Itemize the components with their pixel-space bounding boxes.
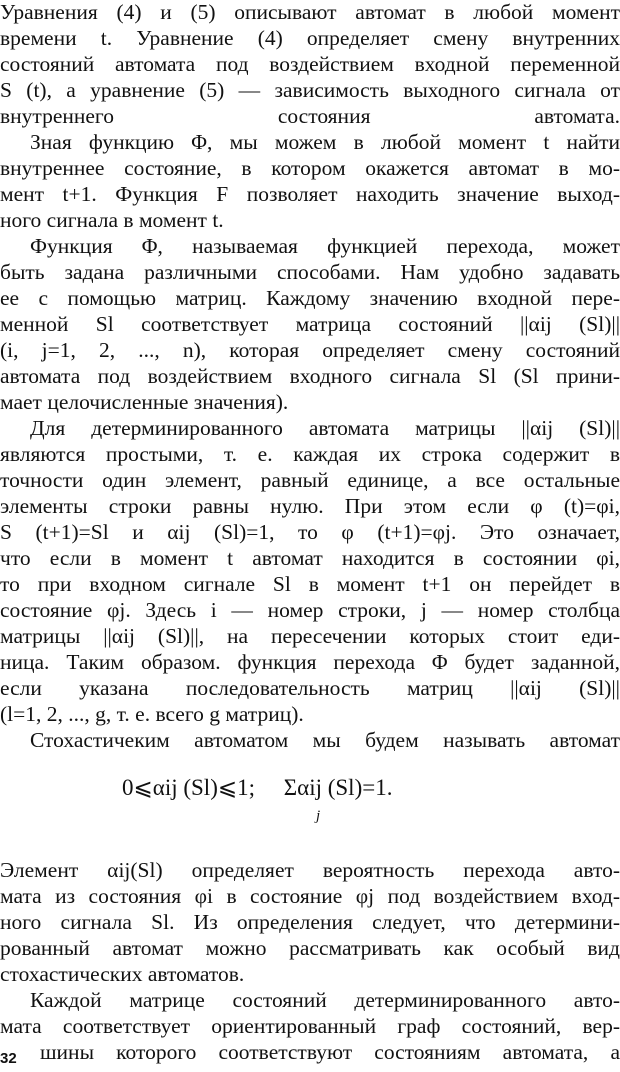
text-line: состояний автомата под воздействием входной переменной [0, 52, 620, 76]
text-line: состояние φj. Здесь i — номер строки, j — номер столбца [0, 598, 620, 622]
text-line: мата из состояния φi в состояние φj под воздействием вход- [0, 884, 620, 908]
text-line: ного сигнала в момент t. [0, 208, 224, 232]
text-line: Функция Φ, называемая функцией перехода, может [30, 234, 620, 258]
text-line: Элемент αij(Sl) определяет вероятность перехода авто- [0, 858, 620, 882]
text-line: элементы строки равны нулю. При этом если φ (t)=φi, [0, 494, 620, 518]
text-line: что если в момент t автомат находится в состоянии φi, [0, 546, 620, 570]
text-line: внутреннего состояния автомата. [0, 104, 620, 128]
text-line: Каждой матрице состояний детерминированного авто- [30, 988, 620, 1012]
equation-summation-index: j [316, 808, 321, 824]
text-line: мент t+1. Функция F позволяет находить значение выход- [0, 182, 620, 206]
text-line: рованный автомат можно рассматривать как особый вид [0, 936, 620, 960]
text-line: ного сигнала Sl. Из определения следует, что детермини- [0, 910, 620, 934]
text-line: если указана последовательность матриц ||αij (Sl)|| [0, 676, 620, 700]
text-line: Стохастичеким автоматом мы будем называть автомат [30, 728, 620, 752]
text-line: Зная функцию Φ, мы можем в любой момент t найти [30, 130, 620, 154]
page-number: 32 [0, 1050, 17, 1067]
text-line: (l=1, 2, ..., g, т. е. всего g матриц). [0, 702, 304, 726]
text-line: Уравнения (4) и (5) описывают автомат в любой момент [0, 0, 620, 24]
text-line: матрицы ||αij (Sl)||, на пересечении которых стоит еди- [0, 624, 620, 648]
text-line: автомата под воздействием входного сигнала Sl (Sl прини- [0, 364, 620, 388]
text-line: то при входном сигнале Sl в момент t+1 он перейдет в [0, 572, 620, 596]
text-line: (i, j=1, 2, ..., n), которая определяет смену состояний [0, 338, 620, 362]
equation: 0⩽αij (Sl)⩽1; Σαij (Sl)=1. [122, 775, 393, 800]
text-line: шины которого соответствуют состояниям автомата, а [40, 1040, 620, 1064]
text-line: времени t. Уравнение (4) определяет смену внутренних [0, 26, 620, 50]
text-line: менной Sl соответствует матрица состояний ||αij (Sl)|| [0, 312, 620, 336]
text-line: Для детерминированного автомата матрицы ||αij (Sl)|| [30, 416, 620, 440]
text-line: быть задана различными способами. Нам удобно задавать [0, 260, 620, 284]
text-line: S (t), а уравнение (5) — зависимость выходного сигнала от [0, 78, 620, 102]
text-line: являются простыми, т. е. каждая их строка содержит в [0, 442, 620, 466]
text-line: ее с помощью матриц. Каждому значению входной пере- [0, 286, 620, 310]
text-line: мата соответствует ориентированный граф состояний, вер- [0, 1014, 620, 1038]
text-line: внутреннее состояние, в котором окажется автомат в мо- [0, 156, 620, 180]
text-line: ница. Таким образом. функция перехода Φ будет заданной, [0, 650, 620, 674]
text-line: мает целочисленные значения). [0, 390, 289, 414]
text-line: S (t+1)=Sl и αij (Sl)=1, то φ (t+1)=φj. Это означает, [0, 520, 620, 544]
text-line: точности один элемент, равный единице, а все остальные [0, 468, 620, 492]
text-line: стохастических автоматов. [0, 962, 245, 986]
